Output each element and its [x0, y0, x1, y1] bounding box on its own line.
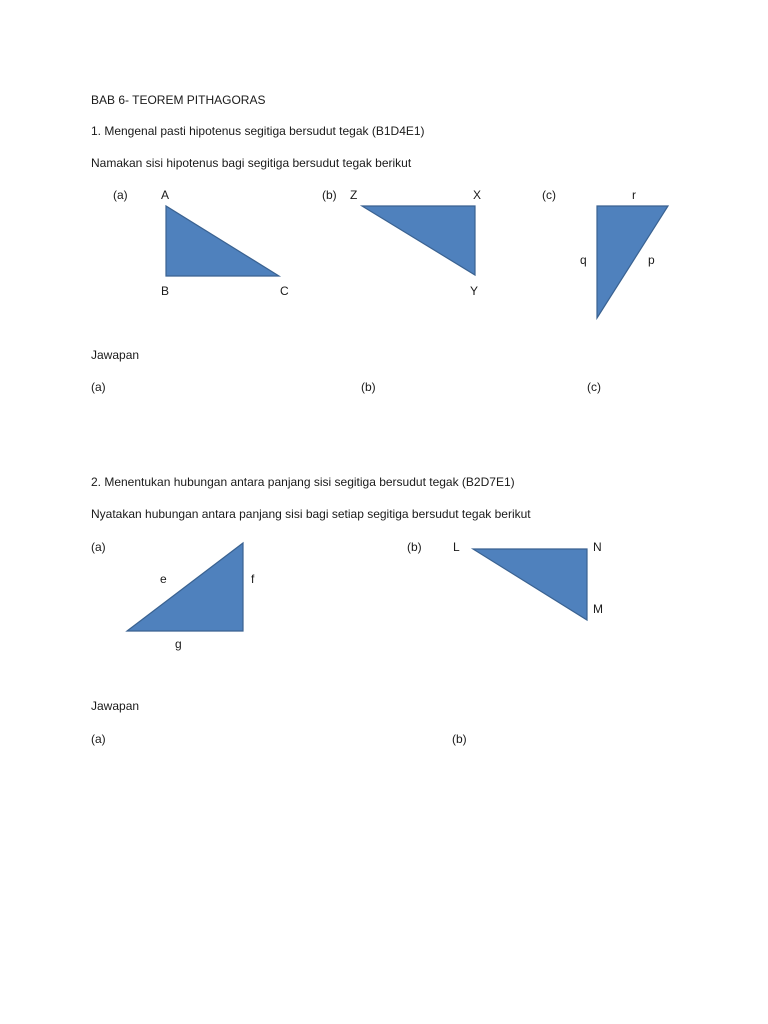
q1-figure-b-label: (b) — [322, 188, 337, 202]
side-q-label: q — [580, 253, 587, 267]
q2-answer-b: (b) — [452, 732, 467, 746]
q1-answer-b: (b) — [361, 380, 376, 394]
vertex-l-label: L — [453, 540, 460, 554]
side-g-label: g — [175, 637, 182, 651]
side-p-label: p — [648, 253, 655, 267]
q1-figure-c-label: (c) — [542, 188, 556, 202]
vertex-b-label: B — [161, 284, 170, 298]
side-r-label: r — [632, 188, 636, 202]
q2-answer-heading: Jawapan — [91, 699, 140, 713]
vertex-a-label: A — [161, 188, 170, 202]
q1-answer-a: (a) — [91, 380, 106, 394]
vertex-z-label: Z — [350, 188, 358, 202]
page-title: BAB 6- TEOREM PITHAGORAS — [91, 93, 266, 107]
vertex-y-label: Y — [470, 284, 479, 298]
q1-answer-c: (c) — [587, 380, 601, 394]
q1-heading: 1. Mengenal pasti hipotenus segitiga bersudut tegak (B1D4E1) — [91, 124, 425, 138]
side-e-label: e — [160, 572, 167, 586]
q2-figure-b-label: (b) — [407, 540, 422, 554]
vertex-x-label: X — [473, 188, 482, 202]
q2-figure-a-label: (a) — [91, 540, 106, 554]
vertex-m-label: M — [593, 602, 603, 616]
triangle-rqp — [597, 206, 668, 318]
vertex-n-label: N — [593, 540, 602, 554]
triangle-zxy — [362, 206, 475, 275]
side-f-label: f — [251, 572, 255, 586]
q2-instruction: Nyatakan hubungan antara panjang sisi bagi setiap segitiga bersudut tegak berikut — [91, 507, 531, 521]
q1-figure-a-label: (a) — [113, 188, 128, 202]
q1-answer-heading: Jawapan — [91, 348, 140, 362]
q2-heading: 2. Menentukan hubungan antara panjang sisi segitiga bersudut tegak (B2D7E1) — [91, 475, 515, 489]
vertex-c-label: C — [280, 284, 289, 298]
q1-instruction: Namakan sisi hipotenus bagi segitiga bersudut tegak berikut — [91, 156, 412, 170]
triangle-abc — [166, 206, 279, 276]
triangle-efg — [127, 543, 243, 631]
triangle-lnm — [473, 549, 587, 620]
q2-answer-a: (a) — [91, 732, 106, 746]
